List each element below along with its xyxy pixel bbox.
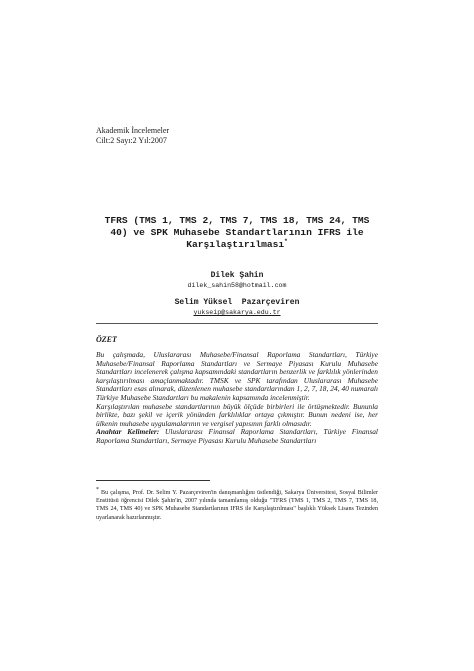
journal-header bbox=[96, 126, 169, 146]
keywords-label: Anahtar Kelimeler: bbox=[96, 427, 160, 436]
footnote bbox=[96, 486, 378, 522]
author-name: Dilek Şahin bbox=[210, 271, 264, 280]
title-footnote-mark[interactable]: * bbox=[284, 237, 288, 245]
section-divider bbox=[96, 323, 378, 324]
footnote-text: Bu çalışma, Prof. Dr. Selim Y. Pazarçeviren'in danışmanlığını üstlendiği, Sakarya Üniversitesi, Sosyal Bilimler Enstitüsü öğrencisi Dilek Şahin'in, 2007 yılında tamamlamış olduğu "TFRS (TMS 1, TMS 2, TMS 7, TMS 18, TMS 24, TMS 40) ve SPK Muhasebe Standartlarının IFRS ile Karşılaştırılması" başlıklı Yüksek Lisans Tezinden uyarlanarak hazırlanmıştır. bbox=[96, 490, 378, 521]
abstract-heading: ÖZET bbox=[96, 335, 117, 344]
keywords bbox=[96, 427, 378, 446]
author-email[interactable]: dilek_sahin58@hotmail.com bbox=[187, 282, 287, 289]
author-name: Selim Yüksel Pazarçeviren bbox=[174, 298, 300, 307]
author-email-link[interactable]: yukseip@sakarya.edu.tr bbox=[193, 309, 281, 316]
footnote-divider bbox=[96, 480, 210, 481]
journal-issue: Cilt:2 Sayı:2 Yıl:2007 bbox=[96, 136, 167, 145]
journal-name: Akademik İncelemeler bbox=[96, 126, 170, 135]
author-block bbox=[96, 298, 378, 317]
abstract-body bbox=[96, 351, 378, 428]
article-title-text: TFRS (TMS 1, TMS 2, TMS 7, TMS 18, TMS 24, TMS 40) ve SPK Muhasebe Standartlarının IFRS ile Karşılaştırılması bbox=[104, 215, 370, 250]
abstract-paragraph: Bu çalışmada, Uluslararası Muhasebe/Finansal Raporlama Standartları, Türkiye Muhasebe/Finansal Raporlama Standartları ve Sermaye Piyasası Kurulu Muhasebe Standartları incelenerek çalışma kapsamındaki standartların benzerlik ve farklılık yönlerinden karşılaştırılması amaçlanmaktadır. TMSK ve SPK tarafından Uluslararası Muhasebe Standartları esas alınarak, düzenlenen muhasebe standartlarından 1, 2, 7, 18, 24, 40 numaralı Türkiye Muhasebe Standartları bu makalenin kapsamında incelenmiştir. bbox=[96, 350, 378, 402]
footnote-mark: * bbox=[96, 486, 99, 493]
article-title bbox=[96, 215, 378, 251]
author-block bbox=[96, 271, 378, 290]
abstract-paragraph: Karşılaştırılan muhasebe standartlarının büyük ölçüde birbirleri ile örtüşmektedir. Bununla birlikte, bazı şekil ve içerik yönünden farklılıklar ortaya çıkmıştır. Bunun nedeni ise, her ülkenin muhasebe uygulamalarının ve vergisel yapısının farklı olmasıdır. bbox=[96, 401, 378, 428]
keywords-text: Uluslararası Finansal Raporlama Standartları, Türkiye Finansal Raporlama Standartları, Sermaye Piyasası Kurulu Muhasebe Standartları bbox=[96, 427, 378, 446]
